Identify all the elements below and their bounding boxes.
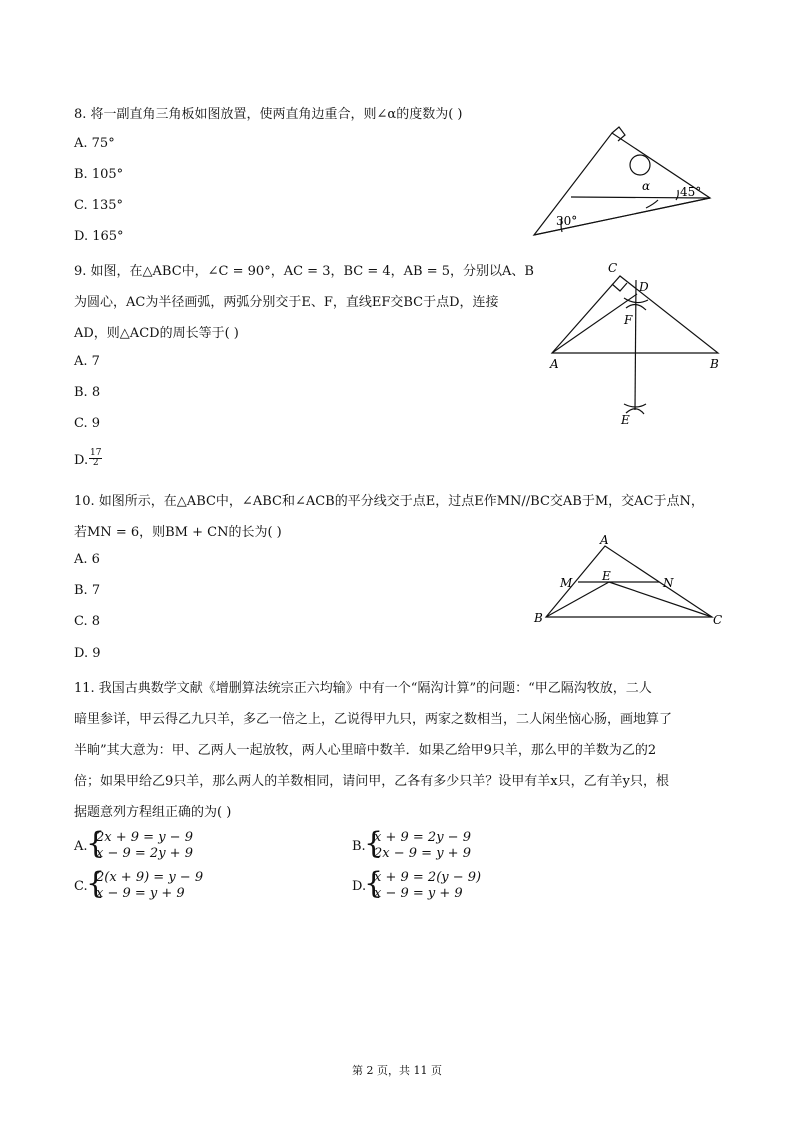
q11-option-d-eq2: x − 9 = y + 9 xyxy=(374,886,463,901)
q11-option-d-eq1: x + 9 = 2(y − 9) xyxy=(374,870,482,885)
q9-label-f: F xyxy=(624,313,633,327)
q9-option-a: A. 7 xyxy=(74,354,100,369)
q11-option-a-system xyxy=(96,830,193,862)
q10-label-c: C xyxy=(713,613,723,627)
q9-label-c: C xyxy=(608,261,618,275)
q8-figure xyxy=(528,124,718,244)
q11-stem-line-3: 半晌”其大意为：甲、乙两人一起放牧，两人心里暗中数羊．如果乙给甲9只羊，那么甲的羊数为乙的2 xyxy=(74,743,657,758)
q10-option-a: A. 6 xyxy=(74,552,100,567)
q8-label-30: 30° xyxy=(556,214,578,228)
q10-stem-line-2: 若MN = 6，则BM + CN的长为( ) xyxy=(74,525,282,540)
q9-option-d-prefix: D. xyxy=(74,453,89,468)
q11-option-a-eq1: 2x + 9 = y − 9 xyxy=(96,830,193,845)
q8-label-45: 45° xyxy=(680,185,702,199)
q9-option-d-fraction xyxy=(89,449,102,468)
page-footer: 第 2 页，共 11 页 xyxy=(352,1064,442,1077)
q10-stem-line-1: 10. 如图所示，在△ABC中，∠ABC和∠ACB的平分线交于点E，过点E作MN//BC交AB于M，交AC于点N， xyxy=(74,494,704,509)
q11-stem-line-2: 暗里参详，甲云得乙九只羊，多乙一倍之上，乙说得甲九只，两家之数相当，二人闲坐恼心肠，画地算了 xyxy=(74,712,673,727)
q9-figure xyxy=(540,258,730,428)
q10-option-d: D. 9 xyxy=(74,646,101,661)
q8-option-b: B. 105° xyxy=(74,167,124,182)
q11-option-c-label: C. xyxy=(74,879,88,894)
q11-option-b-eq1: x + 9 = 2y − 9 xyxy=(374,830,471,845)
q10-figure xyxy=(530,532,730,632)
q11-option-b-eq2: 2x − 9 = y + 9 xyxy=(374,846,471,861)
q10-option-c: C. 8 xyxy=(74,614,101,629)
q9-option-c: C. 9 xyxy=(74,416,101,431)
q9-label-b: B xyxy=(710,357,719,371)
q8-option-c: C. 135° xyxy=(74,198,124,213)
q11-option-d-label: D. xyxy=(352,879,367,894)
q9-option-d-denominator: 2 xyxy=(92,458,99,468)
q10-option-b: B. 7 xyxy=(74,583,101,598)
q11-option-a-label: A. xyxy=(74,839,88,854)
q11-stem-line-5: 据题意列方程组正确的为( ) xyxy=(74,805,232,820)
q11-option-b-brace: { xyxy=(364,826,384,861)
q9-option-d-numerator: 17 xyxy=(90,448,102,458)
q8-option-a: A. 75° xyxy=(74,136,115,151)
q10-label-b: B xyxy=(534,611,543,625)
q11-option-b-label: B. xyxy=(352,839,366,854)
q10-label-a: A xyxy=(600,533,609,547)
q11-option-d-system xyxy=(374,870,481,902)
q11-option-c-eq2: x − 9 = y + 9 xyxy=(96,886,185,901)
q9-stem-line-3: AD，则△ACD的周长等于( ) xyxy=(74,326,239,341)
q9-stem-line-1: 9. 如图，在△ABC中，∠C = 90°，AC = 3，BC = 4，AB = 5，分别以A、B xyxy=(74,264,534,279)
q10-label-m: M xyxy=(560,576,573,590)
q10-label-n: N xyxy=(663,576,674,590)
q11-option-a-eq2: x − 9 = 2y + 9 xyxy=(96,846,193,861)
q11-stem-line-1: 11. 我国古典数学文献《增删算法统宗正六均输》中有一个“隔沟计算”的问题：“甲乙隔沟牧放，二人 xyxy=(74,681,652,696)
q10-label-e: E xyxy=(602,569,611,583)
q9-label-d: D xyxy=(639,280,649,294)
q8-stem: 8. 将一副直角三角板如图放置，使两直角边重合，则∠α的度数为( ) xyxy=(74,107,463,122)
q11-option-c-eq1: 2(x + 9) = y − 9 xyxy=(96,870,204,885)
q9-stem-line-2: 为圆心，AC为半径画弧，两弧分别交于E、F，直线EF交BC于点D，连接 xyxy=(74,295,499,310)
q8-label-alpha: α xyxy=(642,179,651,193)
q11-option-a-brace: { xyxy=(86,826,106,861)
q8-option-d: D. 165° xyxy=(74,229,124,244)
q11-option-c-brace: { xyxy=(86,866,106,901)
q11-option-b-system xyxy=(374,830,471,862)
q11-option-d-brace: { xyxy=(364,866,384,901)
q9-label-a: A xyxy=(550,357,559,371)
q11-option-c-system xyxy=(96,870,203,902)
q11-stem-line-4: 倍；如果甲给乙9只羊，那么两人的羊数相同，请问甲，乙各有多少只羊？设甲有羊x只，乙有羊y只，根 xyxy=(74,774,669,789)
q9-label-e: E xyxy=(621,413,630,427)
q9-option-b: B. 8 xyxy=(74,385,101,400)
